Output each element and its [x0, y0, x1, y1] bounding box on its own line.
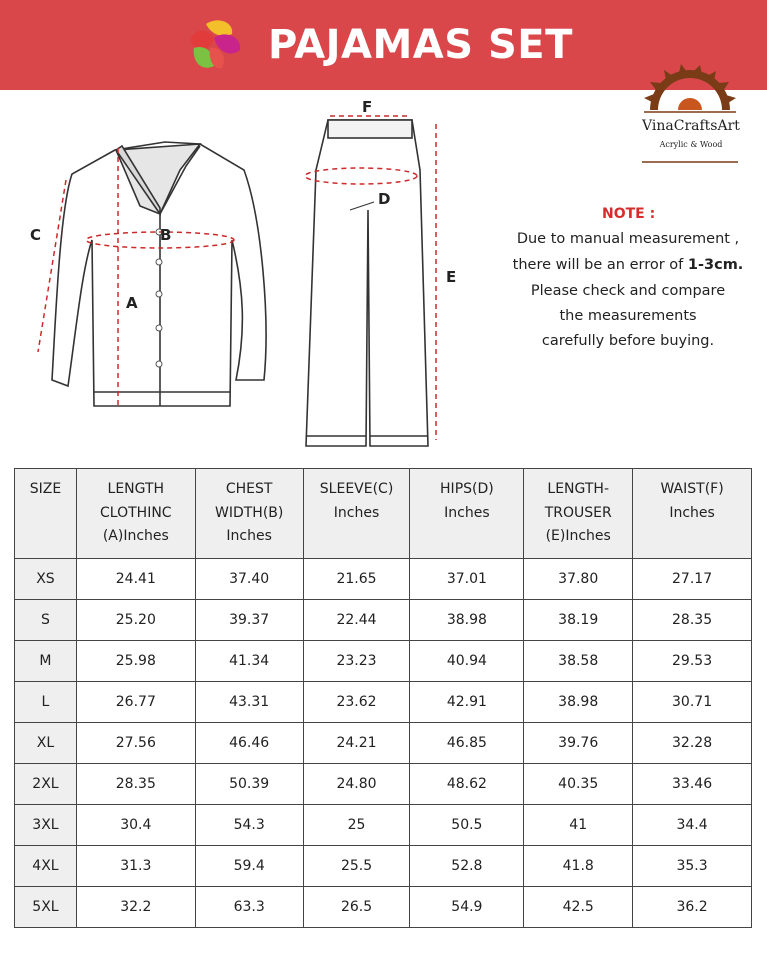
column-header-line: Inches [333, 504, 380, 521]
column-header [195, 469, 303, 559]
measurement-cell: 28.35 [633, 600, 752, 641]
measurement-cell: 21.65 [303, 559, 410, 600]
measurement-cell: 32.2 [76, 887, 195, 928]
measurement-cell: 32.28 [633, 723, 752, 764]
measurement-cell: 40.94 [410, 641, 524, 682]
measurement-cell: 50.5 [410, 805, 524, 846]
measurement-cell: 25 [303, 805, 410, 846]
measurement-cell: 38.58 [524, 641, 633, 682]
measurement-cell: 41.34 [195, 641, 303, 682]
table-row [15, 682, 752, 723]
table-row [15, 846, 752, 887]
table-row [15, 641, 752, 682]
note-error-value: 1-3cm. [687, 257, 744, 273]
note-line-4: the measurements [559, 308, 697, 324]
size-cell: XL [15, 723, 77, 764]
size-cell: XS [15, 559, 77, 600]
column-header-line: SLEEVE(C) [319, 481, 394, 497]
column-header-line: TROUSER [544, 504, 612, 521]
size-cell: 2XL [15, 764, 77, 805]
measurement-cell: 25.5 [303, 846, 410, 887]
measurement-cell: 38.98 [410, 600, 524, 641]
measurement-cell: 54.9 [410, 887, 524, 928]
column-header-line: HIPS(D) [440, 481, 494, 497]
size-cell: S [15, 600, 77, 641]
note-title: NOTE : [602, 206, 656, 222]
label-c: C [30, 226, 42, 244]
column-header-line: SIZE [29, 481, 62, 497]
note-line-2: there will be an error of 1-3cm. [512, 257, 744, 273]
measurement-cell: 27.17 [633, 559, 752, 600]
label-d: D [378, 190, 391, 208]
measurement-cell: 59.4 [195, 846, 303, 887]
measurement-cell: 37.80 [524, 559, 633, 600]
column-header-line: (A)Inches [102, 528, 169, 544]
measurement-cell: 31.3 [76, 846, 195, 887]
table-header-row [15, 469, 752, 559]
measurement-cell: 39.37 [195, 600, 303, 641]
table-row [15, 887, 752, 928]
measurement-cell: 46.85 [410, 723, 524, 764]
measurement-cell: 25.20 [76, 600, 195, 641]
measurement-cell: 54.3 [195, 805, 303, 846]
measurement-cell: 42.5 [524, 887, 633, 928]
measurement-cell: 33.46 [633, 764, 752, 805]
column-header-line: CHEST [225, 481, 273, 497]
brand-name: VinaCraftsArt [642, 118, 740, 134]
size-cell: M [15, 641, 77, 682]
column-header-line: WAIST(F) [660, 481, 724, 497]
measurement-cell: 29.53 [633, 641, 752, 682]
measurement-cell: 27.56 [76, 723, 195, 764]
measurement-cell: 30.71 [633, 682, 752, 723]
size-cell: 3XL [15, 805, 77, 846]
note-line-1: Due to manual measurement , [516, 231, 740, 247]
column-header [15, 469, 77, 559]
column-header [524, 469, 633, 559]
label-a: A [126, 294, 138, 312]
measurement-cell: 63.3 [195, 887, 303, 928]
brand-tagline: Acrylic & Wood [659, 140, 723, 149]
measurement-cell: 38.98 [524, 682, 633, 723]
garment-diagram [0, 90, 767, 460]
measurement-cell: 24.41 [76, 559, 195, 600]
measurement-cell: 37.40 [195, 559, 303, 600]
table-row [15, 764, 752, 805]
size-chart-table [14, 468, 752, 928]
measurement-cell: 23.23 [303, 641, 410, 682]
column-header-line: LENGTH [107, 481, 165, 497]
label-f: F [362, 98, 373, 116]
page-title: PAJAMAS SET [268, 22, 573, 68]
column-header-line: CLOTHINC [100, 504, 172, 521]
column-header [76, 469, 195, 559]
measurement-cell: 38.19 [524, 600, 633, 641]
colorful-leaf-logo-icon [184, 18, 246, 74]
measurement-cell: 41 [524, 805, 633, 846]
pants-outline-icon [306, 120, 428, 446]
measurement-cell: 48.62 [410, 764, 524, 805]
column-header-line: LENGTH- [547, 481, 610, 497]
measurement-cell: 30.4 [76, 805, 195, 846]
size-cell: 5XL [15, 887, 77, 928]
measurement-cell: 39.76 [524, 723, 633, 764]
measurement-cell: 43.31 [195, 682, 303, 723]
measurement-cell: 25.98 [76, 641, 195, 682]
measurement-cell: 34.4 [633, 805, 752, 846]
column-header-line: WIDTH(B) [214, 504, 284, 521]
measurement-cell: 22.44 [303, 600, 410, 641]
measurement-cell: 37.01 [410, 559, 524, 600]
size-cell: L [15, 682, 77, 723]
measurement-cell: 41.8 [524, 846, 633, 887]
measurement-cell: 50.39 [195, 764, 303, 805]
measurement-cell: 52.8 [410, 846, 524, 887]
column-header [303, 469, 410, 559]
note-line-5: carefully before buying. [541, 333, 715, 349]
measurement-cell: 46.46 [195, 723, 303, 764]
table-row [15, 723, 752, 764]
column-header-line: Inches [226, 528, 272, 544]
note-line-3: Please check and compare [530, 283, 726, 299]
column-header [410, 469, 524, 559]
measurement-cell: 24.80 [303, 764, 410, 805]
measurement-cell: 26.5 [303, 887, 410, 928]
measurement-cell: 42.91 [410, 682, 524, 723]
column-header-line: (E)Inches [545, 528, 611, 544]
label-e: E [446, 268, 457, 286]
column-header [633, 469, 752, 559]
table-row [15, 600, 752, 641]
table-row [15, 805, 752, 846]
measurement-cell: 35.3 [633, 846, 752, 887]
measurement-cell: 40.35 [524, 764, 633, 805]
label-b: B [160, 226, 172, 244]
column-header-line: Inches [444, 504, 490, 521]
measurement-cell: 26.77 [76, 682, 195, 723]
measurement-cell: 28.35 [76, 764, 195, 805]
measurement-cell: 36.2 [633, 887, 752, 928]
size-cell: 4XL [15, 846, 77, 887]
measurement-cell: 24.21 [303, 723, 410, 764]
column-header-line: Inches [669, 504, 715, 521]
measurement-cell: 23.62 [303, 682, 410, 723]
table-row [15, 559, 752, 600]
